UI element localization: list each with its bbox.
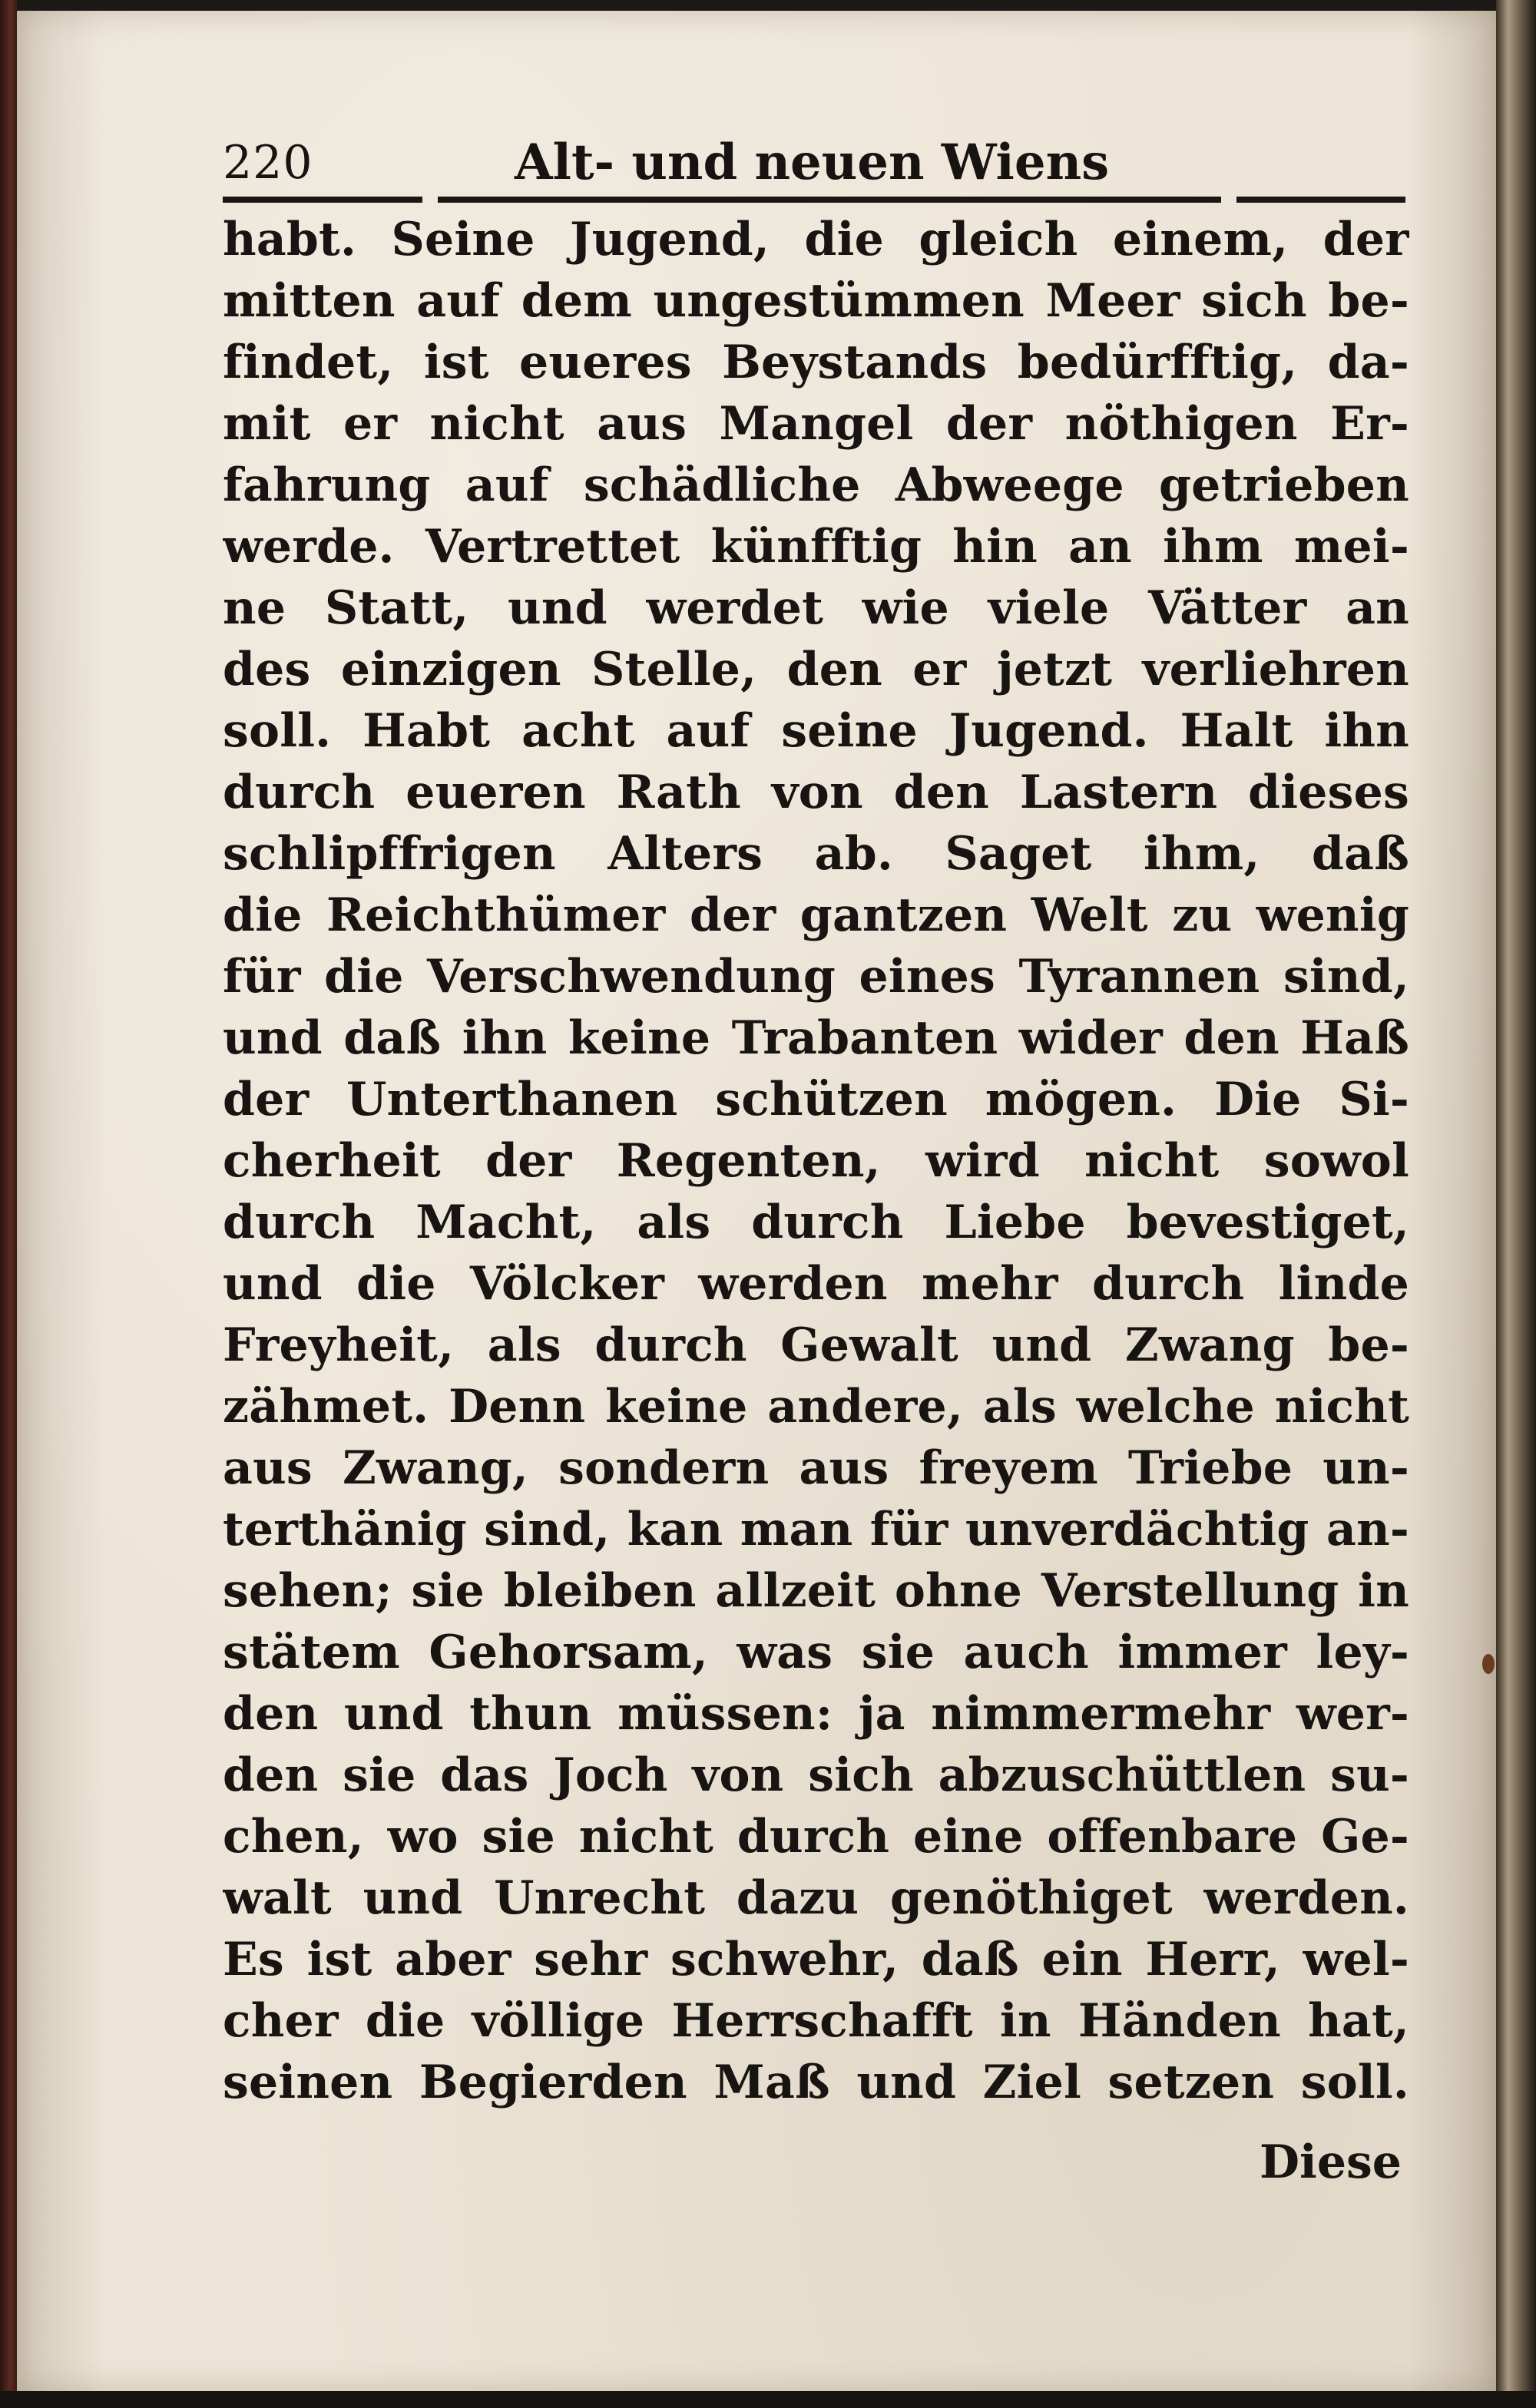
running-title: Alt- und neuen Wiens bbox=[515, 134, 1110, 191]
body-text bbox=[223, 209, 1409, 2113]
header-rule bbox=[438, 197, 1221, 203]
text-line: und die Völcker werden mehr durch linde bbox=[223, 1257, 1409, 1311]
text-line: stätem Gehorsam, was sie auch immer ley- bbox=[223, 1626, 1409, 1679]
text-line: terthänig sind, kan man für unverdächtig an- bbox=[223, 1503, 1409, 1556]
text-line: und daß ihn keine Trabanten wider den Haß bbox=[223, 1011, 1409, 1065]
text-line: für die Verschwendung eines Tyrannen sind, bbox=[223, 950, 1409, 1004]
background-strip bbox=[0, 2391, 1536, 2408]
text-line: die Reichthümer der gantzen Welt zu wenig bbox=[223, 888, 1409, 942]
text-line: habt. Seine Jugend, die gleich einem, der bbox=[223, 213, 1409, 266]
text-line: chen, wo sie nicht durch eine offenbare Ge- bbox=[223, 1810, 1409, 1864]
text-line: durch Macht, als durch Liebe bevestiget, bbox=[223, 1196, 1409, 1249]
header-rule bbox=[223, 197, 422, 203]
text-line: soll. Habt acht auf seine Jugend. Halt ihn bbox=[223, 704, 1409, 758]
text-line: den sie das Joch von sich abzuschüttlen su- bbox=[223, 1748, 1409, 1802]
ink-stain bbox=[1482, 1654, 1495, 1674]
text-line: Es ist aber sehr schwehr, daß ein Herr, wel- bbox=[223, 1933, 1409, 1986]
text-line: zähmet. Denn keine andere, als welche nicht bbox=[223, 1380, 1409, 1434]
page-number: 220 bbox=[223, 136, 313, 190]
text-line: findet, ist eueres Beystands bedürfftig, da- bbox=[223, 336, 1409, 389]
facing-page-edge bbox=[1496, 0, 1536, 2408]
text-line: ne Statt, und werdet wie viele Vätter an bbox=[223, 581, 1409, 635]
header-rule bbox=[1236, 197, 1405, 203]
catchword: Diese bbox=[1260, 2135, 1402, 2189]
text-line: seinen Begierden Maß und Ziel setzen soll. bbox=[223, 2056, 1409, 2109]
text-line: des einzigen Stelle, den er jetzt verliehren bbox=[223, 643, 1409, 696]
running-head bbox=[223, 132, 1405, 194]
text-line: aus Zwang, sondern aus freyem Triebe un- bbox=[223, 1441, 1409, 1495]
text-line: cher die völlige Herrschafft in Händen hat, bbox=[223, 1994, 1409, 2048]
text-line: cherheit der Regenten, wird nicht sowol bbox=[223, 1134, 1409, 1188]
text-line: sehen; sie bleiben allzeit ohne Verstellung in bbox=[223, 1564, 1409, 1618]
text-line: der Unterthanen schützen mögen. Die Si- bbox=[223, 1073, 1409, 1126]
text-line: fahrung auf schädliche Abweege getrieben bbox=[223, 458, 1409, 512]
book-cover-edge bbox=[0, 0, 17, 2408]
text-line: walt und Unrecht dazu genöthiget werden. bbox=[223, 1871, 1409, 1925]
text-line: schlipffrigen Alters ab. Saget ihm, daß bbox=[223, 827, 1409, 881]
text-line: werde. Vertrettet künfftig hin an ihm mei- bbox=[223, 520, 1409, 574]
text-line: durch eueren Rath von den Lastern dieses bbox=[223, 766, 1409, 819]
text-line: den und thun müssen: ja nimmermehr wer- bbox=[223, 1687, 1409, 1741]
text-line: mitten auf dem ungestümmen Meer sich be- bbox=[223, 274, 1409, 328]
text-line: Freyheit, als durch Gewalt und Zwang be- bbox=[223, 1318, 1409, 1372]
text-line: mit er nicht aus Mangel der nöthigen Er- bbox=[223, 397, 1409, 451]
